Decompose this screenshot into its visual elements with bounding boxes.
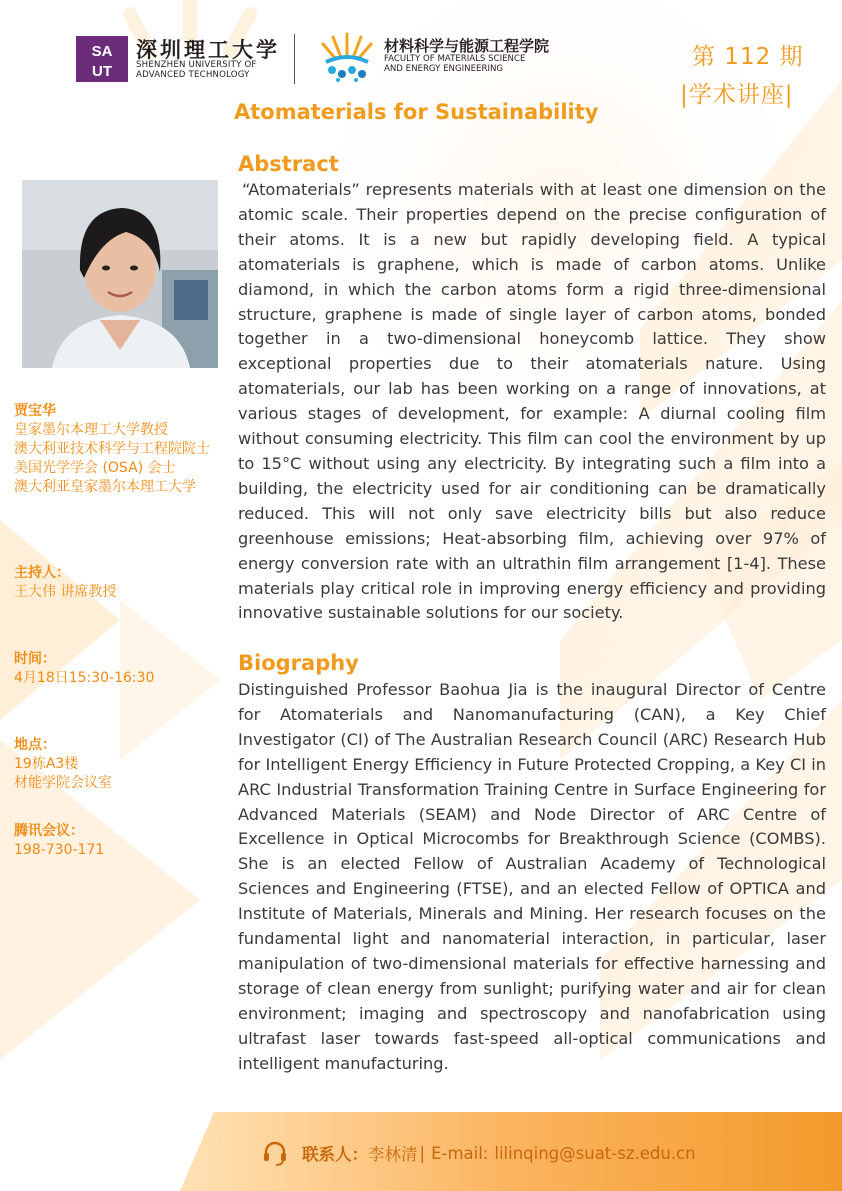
- talk-title: Atomaterials for Sustainability: [234, 100, 599, 124]
- host-info: [14, 564, 116, 602]
- place-info: [14, 736, 112, 793]
- biography-text: Distinguished Professor Baohua Jia is the inaugural Director of Centre for Atomaterials and Nanomanufacturing (CAN), a Key Chief Investigator (CI) of The Australian Research Council (ARC) Research Hub for Intelligent Energy Efficiency in Future Protected Cropping, a Key CI in ARC Industrial Transformation Training Centre in Surface Engineering for Advanced Materials (SEAM) and Node Director of ARC Centre of Excellence in Optical Microcombs for Breakthrough Science (COMBS). She is an elected Fellow of Australian Academy of Technological Sciences and Engineering (FTSE), and an elected Fellow of OPTICA and Institute of Materials, Minerals and Mining. Her research focuses on the fundamental light and nanomaterial interaction, in particular, laser manipulation of two-dimensional materials for effective harnessing and storage of clean energy from sunlight; purifying water and air for clean environment; imaging and spectroscopy and nanofabrication using ultrafast laser towards fast-speed all-optical communications and intelligent manufacturing.: [238, 680, 826, 1073]
- contact-label: 联系人：: [302, 1145, 368, 1164]
- host-label: 主持人：: [14, 565, 70, 581]
- place-label: 地点：: [14, 737, 56, 753]
- svg-text:UT: UT: [92, 63, 112, 80]
- svg-text:SA: SA: [91, 43, 113, 60]
- contact-separator: |: [419, 1143, 426, 1163]
- contact-email[interactable]: lilinqing@suat-sz.edu.cn: [494, 1143, 696, 1163]
- time-info: [14, 650, 154, 688]
- speaker-title: 澳大利亚皇家墨尔本理工大学: [14, 479, 196, 495]
- speaker-info: [14, 402, 239, 497]
- faculty-name-chinese: 材料科学与能源工程学院: [384, 37, 550, 55]
- issue-number: 第 112 期: [692, 44, 804, 70]
- suat-logo-icon: [76, 36, 128, 82]
- time-value: 4月18日15:30-16:30: [14, 670, 155, 686]
- speaker-name: 贾宝华: [14, 403, 56, 419]
- host-value: 王大伟 讲席教授: [14, 584, 117, 600]
- place-line2: 材能学院会议室: [14, 775, 112, 791]
- speaker-title: 澳大利亚技术科学与工程院院士: [14, 441, 210, 457]
- place-line1: 19栋A3楼: [14, 756, 79, 772]
- faculty-name-english: FACULTY OF MATERIALS SCIENCE AND ENERGY ENGINEERING: [384, 54, 526, 74]
- meeting-info: [14, 822, 104, 860]
- speaker-photo: [22, 180, 218, 368]
- contact-name: 李林清: [368, 1145, 418, 1164]
- faculty-logo-icon: [318, 30, 376, 82]
- series-label: |学术讲座|: [680, 82, 794, 108]
- speaker-title: 皇家墨尔本理工大学教授: [14, 422, 168, 438]
- time-label: 时间：: [14, 651, 56, 667]
- headset-icon: [262, 1140, 288, 1166]
- footer-contact: [262, 1140, 696, 1166]
- biography-heading: Biography: [238, 651, 359, 675]
- suat-name-chinese: 深圳理工大学: [136, 37, 280, 62]
- meeting-id: 198-730-171: [14, 842, 105, 858]
- email-label: E-mail:: [431, 1143, 489, 1163]
- speaker-title: 美国光学学会 (OSA) 会士: [14, 460, 176, 476]
- meeting-label: 腾讯会议：: [14, 823, 84, 839]
- header-divider: [294, 34, 295, 84]
- abstract-text: “Atomaterials” represents materials with at least one dimension on the atomic scale. Their properties depend on the precise configuration of their atoms. It is a new but rapidly developing field. A typical atomaterials is graphene, which is made of carbon atoms. Unlike diamond, in which the carbon atoms form a rigid three-dimensional structure, graphene is made of single layer of carbon atoms, bonded together in a two-dimensional honeycomb lattice. They show exceptional properties due to their atomaterials nature. Using atomaterials, our lab has been working on a range of innovations, at various stages of development, for example: A diurnal cooling film without consuming electricity. This film can cool the environment by up to 15°C without using any electricity. By integrating such a film into a building, the electricity used for air conditioning can be dramatically reduced. This will not only save electricity bills but also reduce greenhouse emissions; Heat-absorbing film, achieving over 97% of energy conversion rate with an ultrathin film arrangement [1-4]. These materials play critical role in improving energy efficiency and providing innovative sustainable solutions for our society.: [238, 180, 826, 623]
- suat-name-english: SHENZHEN UNIVERSITY OF ADVANCED TECHNOLOGY: [136, 60, 257, 80]
- abstract-heading: Abstract: [238, 152, 339, 176]
